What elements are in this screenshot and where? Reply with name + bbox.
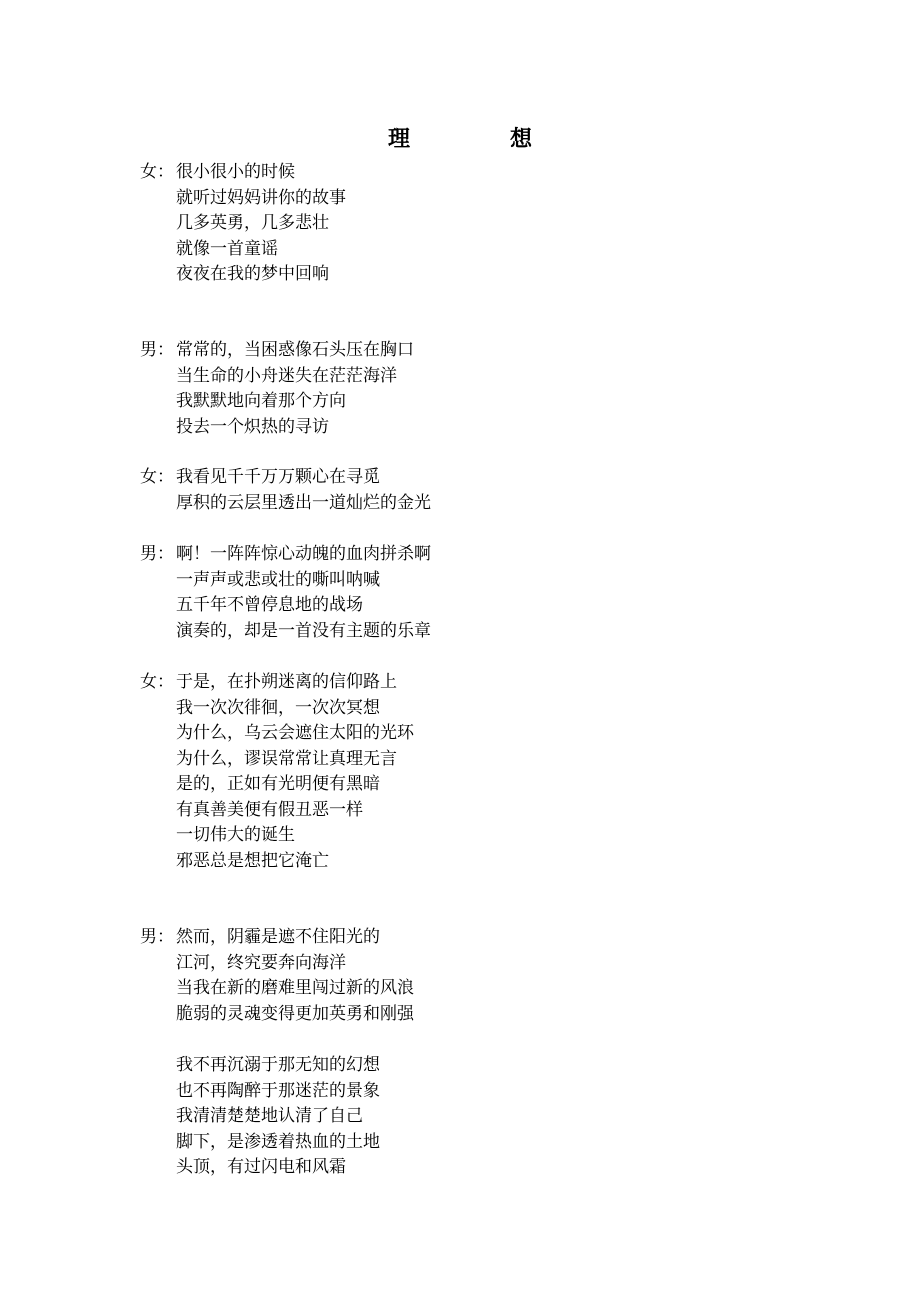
poem-line: 有真善美便有假丑恶一样 [176,799,363,820]
title-char-1: 理 [387,126,410,152]
poem-line: 我默默地向着那个方向 [176,391,346,411]
speaker-label: 女： [140,467,174,487]
poem-line: 一声声或悲或壮的嘶叫呐喊 [176,569,380,590]
stanza-male-3 [140,925,414,1027]
poem-line: 脆弱的灵魂变得更加英勇和刚强 [176,1003,414,1024]
speaker-label: 男： [140,544,174,564]
poem-line: 也不再陶醉于那迷茫的景象 [176,1080,380,1101]
poem-line: 我清清楚楚地认清了自己 [176,1106,363,1126]
poem-title [0,122,920,153]
poem-line: 女： 我看见千千万万颗心在寻觅 [140,465,431,491]
poem-line: 男： 然而，阴霾是遮不住阳光的 [140,925,414,951]
poem-line: 男： 常常的，当困惑像石头压在胸口 [140,338,414,364]
poem-line: 当生命的小舟迷失在茫茫海洋 [176,365,397,386]
stanza-female-3 [140,670,414,874]
poem-line: 五千年不曾停息地的战场 [176,595,363,615]
poem-line: 几多英勇，几多悲壮 [176,213,329,233]
poem-line: 为什么，乌云会遮住太阳的光环 [176,723,414,743]
speaker-label: 男： [140,927,174,947]
poem-line: 我不再沉溺于那无知的幻想 [176,1055,380,1075]
poem-line: 脚下，是渗透着热血的土地 [176,1131,380,1152]
poem-line: 头顶，有过闪电和风霜 [176,1157,346,1177]
speaker-label: 女： [140,672,174,692]
poem-line: 是的，正如有光明便有黑暗 [176,774,380,794]
poem-line: 男： 啊！一阵阵惊心动魄的血肉拼杀啊 [140,542,431,568]
poem-line: 演奏的，却是一首没有主题的乐章 [176,620,431,641]
stanza-male-3-continued [140,1053,380,1181]
stanza-female-1 [140,160,346,288]
stanza-female-2 [140,465,431,516]
poem-line: 夜夜在我的梦中回响 [176,264,329,284]
poem-line: 邪恶总是想把它淹亡 [176,850,329,871]
speaker-label: 男： [140,340,174,360]
stanza-male-1 [140,338,414,440]
stanza-male-2 [140,542,431,644]
poem-line: 江河，终究要奔向海洋 [176,952,346,973]
poem-line: 女： 很小很小的时候 [140,160,346,186]
poem-line: 我一次次徘徊，一次次冥想 [176,697,380,718]
poem-line: 当我在新的磨难里闯过新的风浪 [176,978,414,998]
poem-line: 就听过妈妈讲你的故事 [176,187,346,208]
speaker-label: 女： [140,162,174,182]
poem-line: 为什么，谬误常常让真理无言 [176,748,397,769]
poem-line: 一切伟大的诞生 [176,825,295,845]
poem-line: 女： 于是，在扑朔迷离的信仰路上 [140,670,414,696]
poem-line: 就像一首童谣 [176,238,278,259]
title-char-2: 想 [510,126,533,152]
poem-line: 投去一个炽热的寻访 [176,416,329,437]
poem-line: 厚积的云层里透出一道灿烂的金光 [176,492,431,513]
